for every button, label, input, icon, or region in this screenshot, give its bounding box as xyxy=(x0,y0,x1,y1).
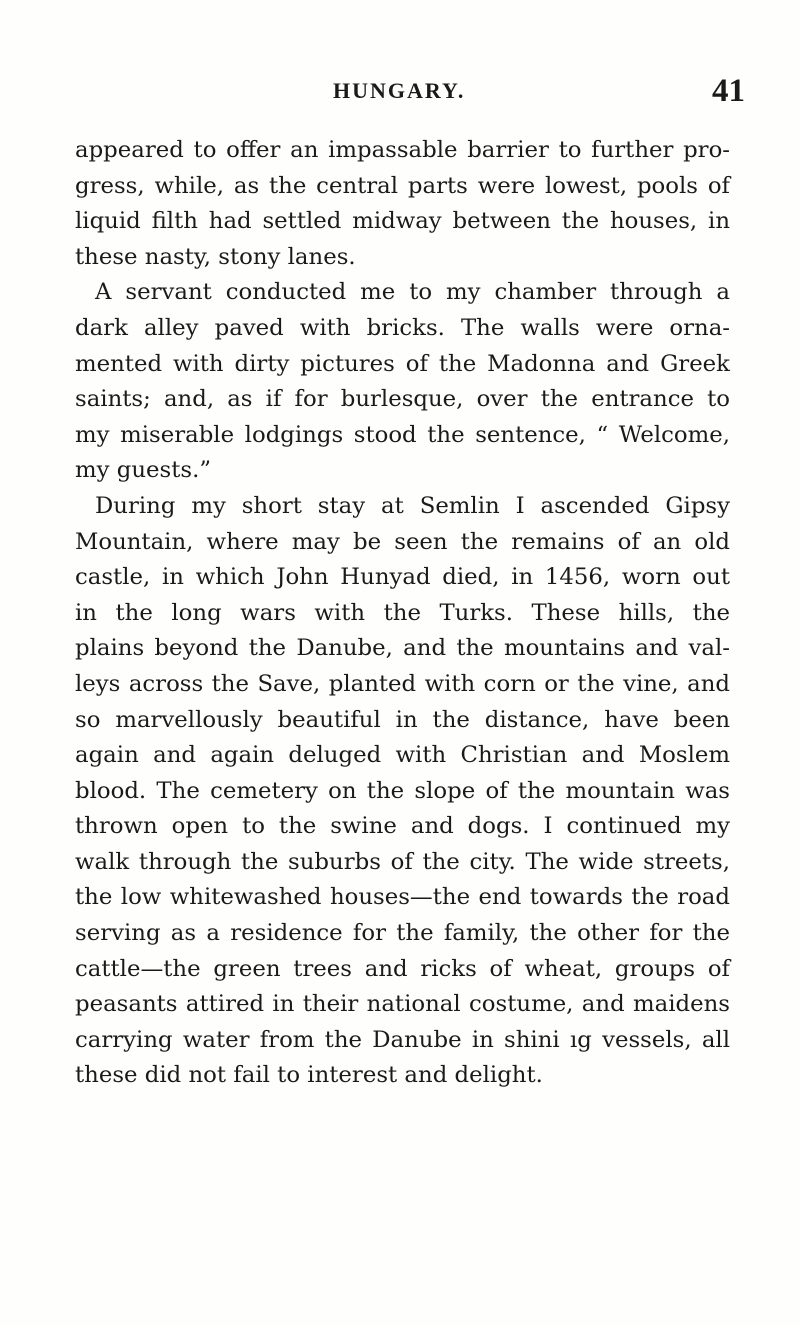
text-line: so marvellously beautiful in the distance, have been xyxy=(75,706,730,733)
text-line: cattle—the green trees and ricks of wheat, groups of xyxy=(75,955,730,982)
text-line: gress, while, as the central parts were lowest, pools of xyxy=(75,172,730,199)
text-line: mented with dirty pictures of the Madonna and Greek xyxy=(75,350,730,377)
text-line: blood. The cemetery on the slope of the mountain was xyxy=(75,777,730,804)
running-head: HUNGARY. xyxy=(333,78,466,103)
text-line: dark alley paved with bricks. The walls were orna- xyxy=(75,314,730,341)
text-line: saints; and, as if for burlesque, over the entrance to xyxy=(75,386,730,413)
text-line: thrown open to the swine and dogs. I continued my xyxy=(75,813,730,840)
text-line: liquid filth had settled midway between the houses, in xyxy=(75,208,730,235)
text-line: A servant conducted me to my chamber through a xyxy=(95,279,730,306)
text-line: During my short stay at Semlin I ascended Gipsy xyxy=(95,492,730,519)
text-line: plains beyond the Danube, and the mountains and val- xyxy=(75,635,730,662)
text-line: walk through the suburbs of the city. The wide streets, xyxy=(75,848,730,875)
text-line: carrying water from the Danube in shini ıg vessels, all xyxy=(75,1026,730,1053)
text-line: serving as a residence for the family, the other for the xyxy=(75,920,730,947)
text-line: my miserable lodgings stood the sentence, “ Welcome, xyxy=(75,421,730,448)
text-line: in the long wars with the Turks. These hills, the xyxy=(75,599,730,626)
text-line: peasants attired in their national costume, and maidens xyxy=(75,991,730,1018)
page-header xyxy=(0,73,800,118)
text-line: appeared to offer an impassable barrier to further pro- xyxy=(75,137,730,163)
text-line: Mountain, where may be seen the remains of an old xyxy=(75,528,730,555)
text-line: the low whitewashed houses—the end towards the road xyxy=(75,884,730,911)
text-line: again and again deluged with Christian and Moslem xyxy=(75,742,730,769)
page-number: 41 xyxy=(712,73,745,109)
text-line: leys across the Save, planted with corn or the vine, and xyxy=(75,670,730,697)
text-line: these did not fail to interest and delight. xyxy=(75,1062,543,1089)
text-line: my guests.” xyxy=(75,457,211,484)
body-text xyxy=(75,133,730,1094)
text-line: these nasty, stony lanes. xyxy=(75,243,356,270)
text-line: castle, in which John Hunyad died, in 1456, worn out xyxy=(75,564,730,591)
